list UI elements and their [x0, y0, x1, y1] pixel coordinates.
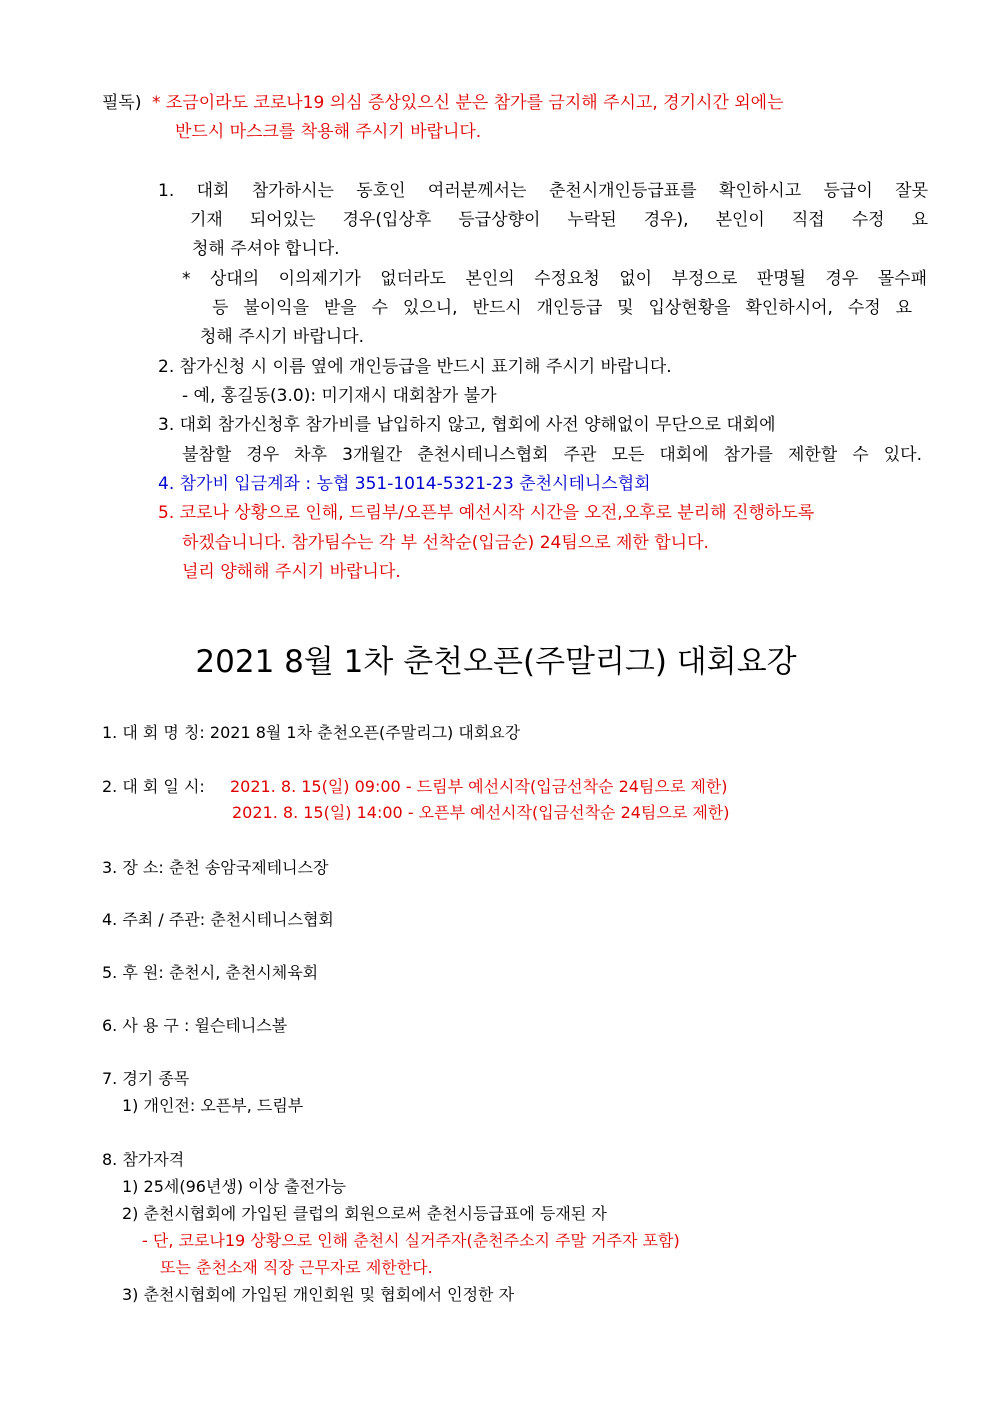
- notice-label: 필독): [102, 93, 142, 113]
- detail-sponsor: 5. 후 원: 춘천시, 춘천시체육회: [102, 963, 319, 982]
- detail-date-dream: 2021. 8. 15(일) 09:00 - 드림부 예선시작(입금선착순 24팀으로 제한): [230, 777, 728, 796]
- detail-event-name: 1. 대 회 명 칭: 2021 8월 1차 춘천오픈(주말리그) 대회요강: [102, 723, 521, 742]
- rule-2-line-1: 2. 참가신청 시 이름 옆에 개인등급을 반드시 표기해 주시기 바랍니다.: [158, 357, 672, 377]
- rule-2-line-2: - 예, 홍길동(3.0): 미기재시 대회참가 불가: [182, 386, 497, 406]
- rule-5-line-3: 널리 양해해 주시기 바랍니다.: [182, 562, 401, 582]
- detail-eligibility-2-note-2: 또는 춘천소재 직장 근무자로 제한한다.: [160, 1258, 433, 1277]
- detail-host: 4. 주최 / 주관: 춘천시테니스협회: [102, 910, 334, 929]
- detail-venue: 3. 장 소: 춘천 송암국제테니스장: [102, 858, 329, 877]
- rule-3-line-1: 3. 대회 참가신청후 참가비를 납입하지 않고, 협회에 사전 양해없이 무단으로 대회에: [158, 415, 776, 435]
- rule-1-line-1: 1. 대회 참가하시는 동호인 여러분께서는 춘천시개인등급표를 확인하시고 등급이 잘못: [158, 181, 928, 201]
- page-title: 2021 8월 1차 춘천오픈(주말리그) 대회요강: [195, 644, 797, 680]
- rule-1-sub-line-3: 청해 주시기 바랍니다.: [200, 327, 365, 347]
- detail-eligibility-3: 3) 춘천시협회에 가입된 개인회원 및 협회에서 인정한 자: [122, 1285, 515, 1304]
- rule-1-line-3: 청해 주셔야 합니다.: [192, 239, 340, 259]
- detail-events-individual: 1) 개인전: 오픈부, 드림부: [122, 1096, 304, 1115]
- rule-5-line-2: 하겠습니니다. 참가팀수는 각 부 선착순(입금순) 24팀으로 제한 합니다.: [182, 533, 709, 553]
- rule-3-line-2: 불참할 경우 차후 3개월간 춘천시테니스협회 주관 모든 대회에 참가를 제한할 수 있다.: [182, 445, 922, 465]
- rule-4-bank-account: 4. 참가비 입금계좌 : 농협 351-1014-5321-23 춘천시테니스협회: [158, 474, 651, 494]
- notice-line-1: * 조금이라도 코로나19 의심 증상있으신 분은 참가를 금지해 주시고, 경기시간 외에는: [152, 93, 784, 113]
- detail-eligibility-2: 2) 춘천시협회에 가입된 클럽의 회원으로써 춘천시등급표에 등재된 자: [122, 1204, 607, 1223]
- detail-eligibility-heading: 8. 참가자격: [102, 1150, 185, 1169]
- detail-eligibility-2-note-1: - 단, 코로나19 상황으로 인해 춘천시 실거주자(춘천주소지 주말 거주자 포함): [142, 1231, 680, 1250]
- rule-1-sub-line-2: 등 불이익을 받을 수 있으니, 반드시 개인등급 및 입상현황을 확인하시어, 수정 요: [212, 298, 912, 318]
- rule-1-sub-line-1: * 상대의 이의제기가 없더라도 본인의 수정요청 없이 부정으로 판명될 경우 몰수패: [182, 269, 927, 289]
- notice-line-2: 반드시 마스크를 착용해 주시기 바랍니다.: [175, 122, 482, 142]
- detail-date-open: 2021. 8. 15(일) 14:00 - 오픈부 예선시작(입금선착순 24팀으로 제한): [232, 803, 730, 822]
- detail-ball: 6. 사 용 구 : 윌슨테니스볼: [102, 1016, 288, 1035]
- detail-events-heading: 7. 경기 종목: [102, 1069, 190, 1088]
- detail-date-label: 2. 대 회 일 시:: [102, 777, 205, 796]
- rule-5-line-1: 5. 코로나 상황으로 인해, 드림부/오픈부 예선시작 시간을 오전,오후로 분리해 진행하도록: [158, 503, 815, 523]
- detail-eligibility-1: 1) 25세(96년생) 이상 출전가능: [122, 1177, 346, 1196]
- rule-1-line-2: 기재 되어있는 경우(입상후 등급상향이 누락된 경우), 본인이 직접 수정 요: [190, 210, 928, 230]
